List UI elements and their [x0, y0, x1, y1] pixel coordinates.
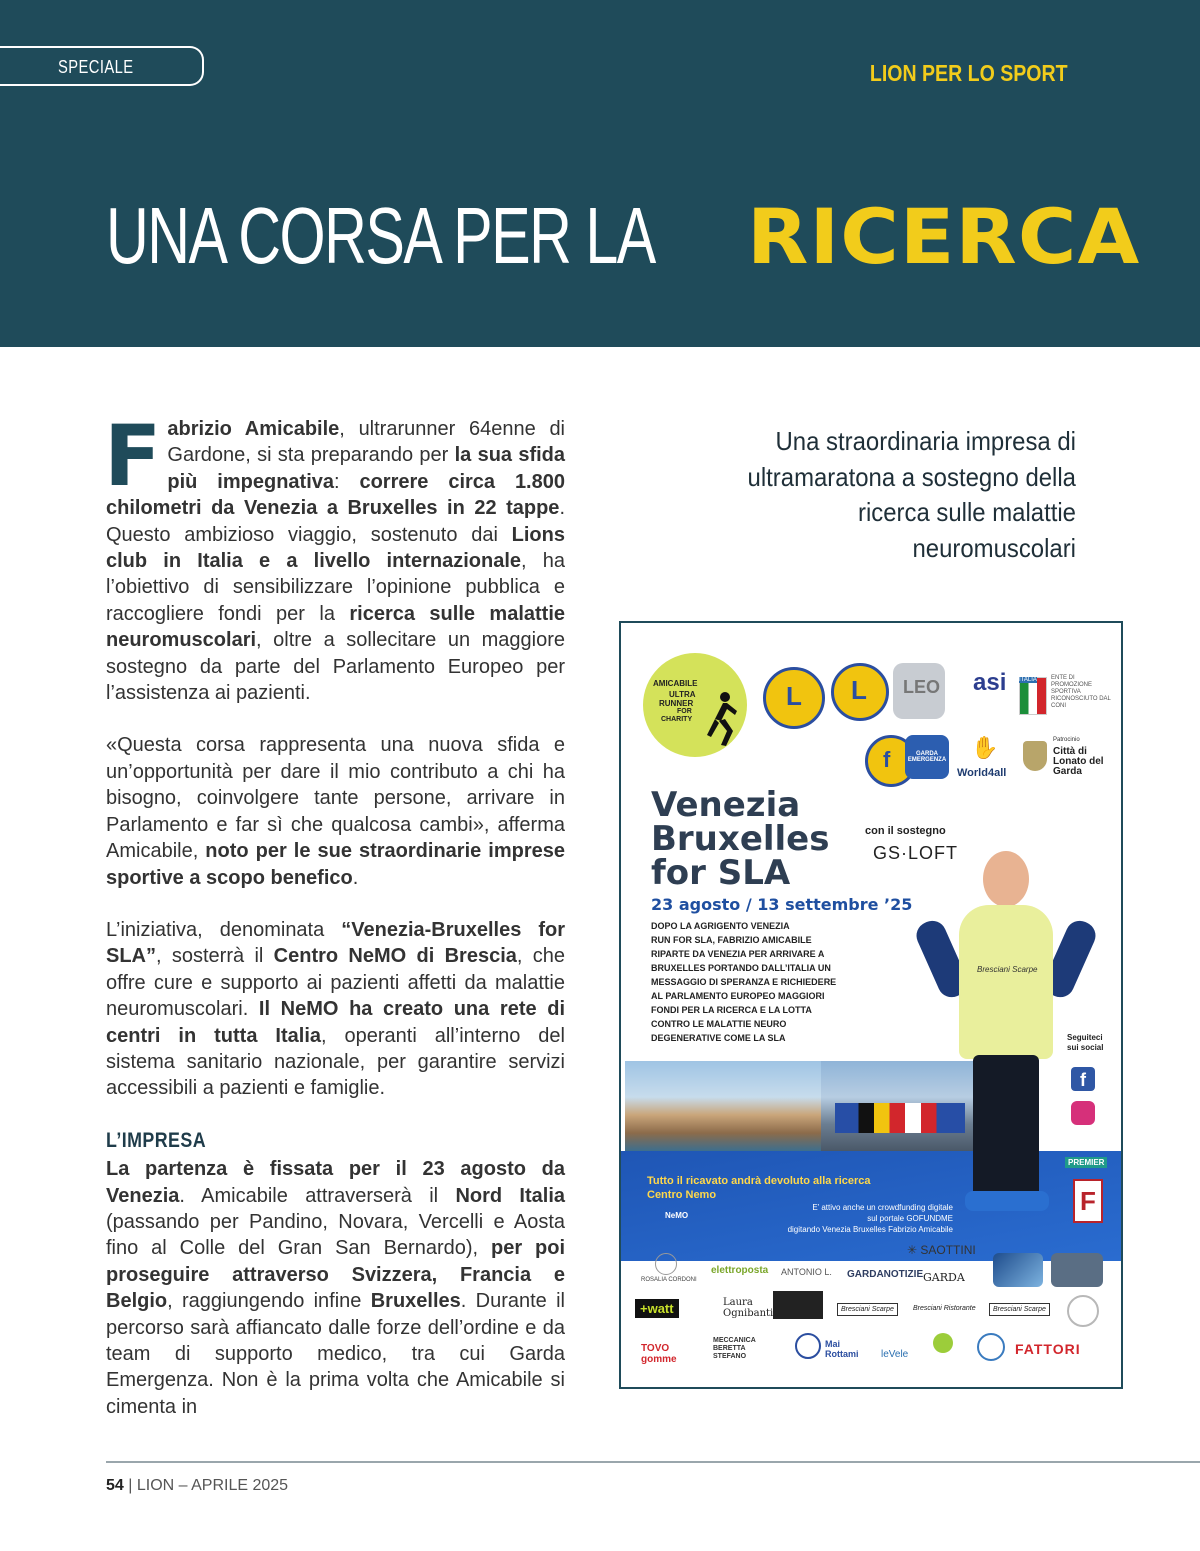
event-poster: [619, 621, 1123, 1389]
bold-run: Bruxelles: [370, 1290, 461, 1313]
sponsor-dsa-logo: [1051, 1253, 1103, 1287]
sponsor-2: ANTONIO L.: [781, 1267, 832, 1277]
sponsor-5: +watt: [635, 1299, 679, 1318]
shirt-logo: Bresciani Scarpe: [977, 965, 1038, 974]
sponsor-7: Bresciani Scarpe: [837, 1303, 898, 1316]
desc-line-3: RIPARTE DA VENEZIA PER ARRIVARE A: [651, 949, 825, 959]
instagram-icon: [1071, 1101, 1095, 1125]
premier-label: PREMIER: [1065, 1157, 1107, 1168]
desc-line-2: RUN FOR SLA, FABRIZIO AMICABILE: [651, 935, 812, 945]
title-light: UNA CORSA PER LA: [106, 191, 655, 280]
text-run: . Durante il percorso sarà affiancato dalle forze dell’ordine e da team di supporto medico, tra cui Garda Emergenza. Non è la prima volta che Amicabile si cimenta in: [106, 1290, 565, 1418]
rosalia-logo: [655, 1253, 677, 1275]
sponsor-11: MECCANICA BERETTA STEFANO: [713, 1337, 756, 1360]
sponsor-card-logo: [993, 1253, 1043, 1287]
header-band: [0, 0, 1200, 347]
text-run: (passando per Pandino, Novara, Vercelli e Aosta fino al Colle del Gran San Bernardo),: [106, 1210, 565, 1260]
sponsor-12: Mai Rottami: [825, 1339, 859, 1359]
poster-title-1: Venezia: [651, 785, 801, 825]
text-run: , sosterrà il: [156, 945, 274, 968]
sponsor-13: leVele: [881, 1349, 909, 1360]
desc-line-6: AL PARLAMENTO EUROPEO MAGGIORI: [651, 991, 825, 1001]
lions-letter-1: L: [786, 681, 802, 711]
sponsor-6: Laura Ognibanti: [723, 1297, 774, 1319]
title-bold: RICERCA: [747, 191, 1141, 281]
sponsor-dark-badge: [773, 1291, 823, 1319]
poster-title-3: for SLA: [651, 853, 791, 893]
paragraph-1: [104, 407, 566, 706]
crowd-line-3: digitando Venezia Bruxelles Fabrizio Amicabile: [787, 1225, 953, 1234]
bold-run: la sua sfida più impegnativa: [167, 444, 566, 493]
sponsor-3: GARDANOTIZIE: [847, 1269, 924, 1280]
badge-line-4: CHARITY: [661, 716, 693, 723]
premier-f-logo: F: [1073, 1179, 1103, 1223]
paragraph-4: [106, 1156, 565, 1420]
text-run: , che offre cure e supporto ai pazienti affetti da malattie neuromuscolari.: [106, 945, 566, 1021]
paragraph-3: [106, 917, 565, 1102]
venice-photo: [625, 1061, 821, 1151]
sostegno-label: con il sostegno: [865, 825, 946, 837]
bold-run: noto per le sue straordinarie imprese sportive a scopo benefico: [106, 840, 566, 889]
text-run: , operanti all’interno del sistema sanitario nazionale, per garantire servizi accessibili a pazienti e famiglie.: [106, 1024, 565, 1100]
subhead: L’IMPRESA: [106, 1128, 207, 1152]
leo-letters: LEO: [903, 677, 941, 697]
sponsor-10: TOVO gomme: [641, 1343, 677, 1365]
text-run: , raggiungendo infine: [167, 1290, 371, 1313]
bold-run: Nord Italia: [455, 1184, 565, 1207]
poster-title-2: Bruxelles: [651, 819, 830, 859]
text-run: , oltre a sollecitare un maggiore sostegno da parte del Parlamento Europeo per l’assistenza ai pazienti.: [106, 629, 565, 705]
sponsor-1: elettroposta: [711, 1265, 769, 1276]
rosalia-label: ROSALIA CORDONI: [641, 1277, 697, 1283]
runner-shirt: [959, 905, 1053, 1059]
sponsor-4: GARDA: [923, 1271, 965, 1284]
kicker: LION PER LO SPORT: [870, 60, 1068, 86]
paragraph-2: [106, 732, 565, 890]
desc-line-1: DOPO LA AGRIGENTO VENEZIA: [651, 921, 790, 931]
text-run: «Questa corsa rappresenta una nuova sfida e un’opportunità per dare il mio contributo a chi ha bisogno, coinvolgere tante persone, arrivare in Parlamento e far sì che qualcosa cambi», afferma Amicabile,: [106, 734, 565, 863]
runner-icon: [701, 691, 743, 747]
crowd-line-1: E’ attivo anche un crowdfunding digitale: [812, 1203, 953, 1212]
bold-run: per poi proseguire attraverso Svizzera, Francia e Belgio: [106, 1237, 566, 1313]
badge-line-1: ULTRA: [669, 690, 696, 699]
badge-line-3: FOR: [677, 708, 692, 715]
patrocinio-label: Patrocinio: [1053, 737, 1080, 743]
poster-dates: 23 agosto / 13 settembre ’25: [651, 895, 913, 914]
lonato-crest-icon: [1023, 741, 1047, 771]
page-number: 54: [106, 1477, 124, 1494]
band-line-2: Centro Nemo: [647, 1189, 717, 1201]
sponsor-europa-logo: [933, 1333, 953, 1353]
runner-shoes: [965, 1191, 1049, 1211]
bold-run: correre circa 1.800 chilometri da Venezia a Bruxelles in 22 tappe: [106, 470, 565, 520]
article-title: [106, 190, 1141, 282]
desc-line-9: DEGENERATIVE COME LA SLA: [651, 1033, 786, 1043]
badge-top: AMICABILE: [653, 679, 698, 688]
coni-text: ENTE DI PROMOZIONE SPORTIVA RICONOSCIUTO DAL CONI: [1051, 675, 1111, 709]
lions-letter-2: L: [851, 675, 867, 705]
band-line-1: Tutto il ricavato andrà devoluto alla ricerca: [647, 1175, 871, 1187]
section-label: SPECIALE: [58, 57, 134, 77]
bold-run: Il NeMO ha creato una rete di centri in tutta Italia: [106, 998, 566, 1047]
world4all-hand-icon: ✋: [971, 735, 999, 760]
runner-legs: [973, 1055, 1039, 1197]
folio: [106, 1477, 288, 1495]
text-run: , ultrarunner 64enne di Gardone, si sta preparando per: [167, 418, 566, 467]
bold-run: “Venezia-Bruxelles for SLA”: [106, 918, 565, 968]
facebook-icon: f: [1071, 1067, 1095, 1091]
dropcap: F: [104, 407, 162, 505]
desc-line-7: FONDI PER LA RICERCA E LA LOTTA: [651, 1005, 812, 1015]
crowd-line-2: sul portale GOFUNDME: [867, 1214, 953, 1223]
badge-line-2: RUNNER: [659, 699, 694, 708]
text-run: . Amicabile attraverserà il: [179, 1184, 456, 1207]
runner-head: [983, 851, 1029, 907]
sponsor-ems-logo: [1067, 1295, 1099, 1327]
text-run: L’iniziativa, denominata: [106, 918, 342, 941]
text-run: , ha l’obiettivo di sensibilizzare l’opinione pubblica e raccogliere fondi per la: [106, 550, 566, 625]
article-body: [104, 407, 566, 1420]
bold-run: Lions club in Italia e a livello internazionale: [106, 523, 565, 573]
bold-run: La partenza è fissata per il 23 agosto da Venezia: [106, 1158, 565, 1207]
sponsor-wave-logo: [977, 1333, 1005, 1361]
desc-line-5: MESSAGGIO DI SPERANZA E RICHIEDERE: [651, 977, 837, 987]
bold-run: abrizio Amicabile: [167, 418, 340, 440]
text-run: :: [334, 470, 360, 493]
section-tab: [0, 46, 204, 86]
bold-run: ricerca sulle malattie neuromuscolari: [106, 602, 566, 652]
social-label: Seguiteci sui social: [1067, 1033, 1104, 1052]
f-club-letter: f: [883, 747, 891, 772]
nemo-logo: NeMO: [665, 1211, 689, 1220]
italia-label: ITALIA: [1019, 677, 1037, 683]
world4all-label: World4all: [957, 767, 1007, 779]
lonato-city: Città di Lonato del Garda: [1053, 746, 1104, 777]
magazine-issue: LION – APRILE 2025: [136, 1477, 289, 1494]
desc-line-8: CONTRO LE MALATTIE NEURO: [651, 1019, 787, 1029]
sponsor-8: Bresciani Ristorante: [913, 1305, 976, 1312]
asi-logo: asi: [973, 669, 1007, 696]
saottini-logo: ✳ SAOTTINI: [907, 1243, 976, 1257]
garda-emergenza-label: GARDA EMERGENZA: [907, 751, 947, 763]
sponsor-9: Bresciani Scarpe: [989, 1303, 1050, 1316]
text-run: . Questo ambizioso viaggio, sostenuto dai: [106, 497, 565, 546]
folio-separator: |: [128, 1477, 133, 1494]
footer-rule: [106, 1461, 1200, 1463]
sponsor-mai-logo: [795, 1333, 821, 1359]
sponsor-14: FATTORI: [1015, 1341, 1081, 1357]
pull-quote: Una straordinaria impresa di ultramaratona a sostegno della ricerca sulle malattie neuromuscolari: [747, 426, 1076, 563]
desc-line-4: BRUXELLES PORTANDO DALL’ITALIA UN: [651, 963, 831, 973]
bold-run: Centro NeMO di Brescia: [273, 945, 517, 968]
gsloft-logo: GS·LOFT: [873, 843, 959, 863]
text-run: .: [352, 866, 359, 889]
